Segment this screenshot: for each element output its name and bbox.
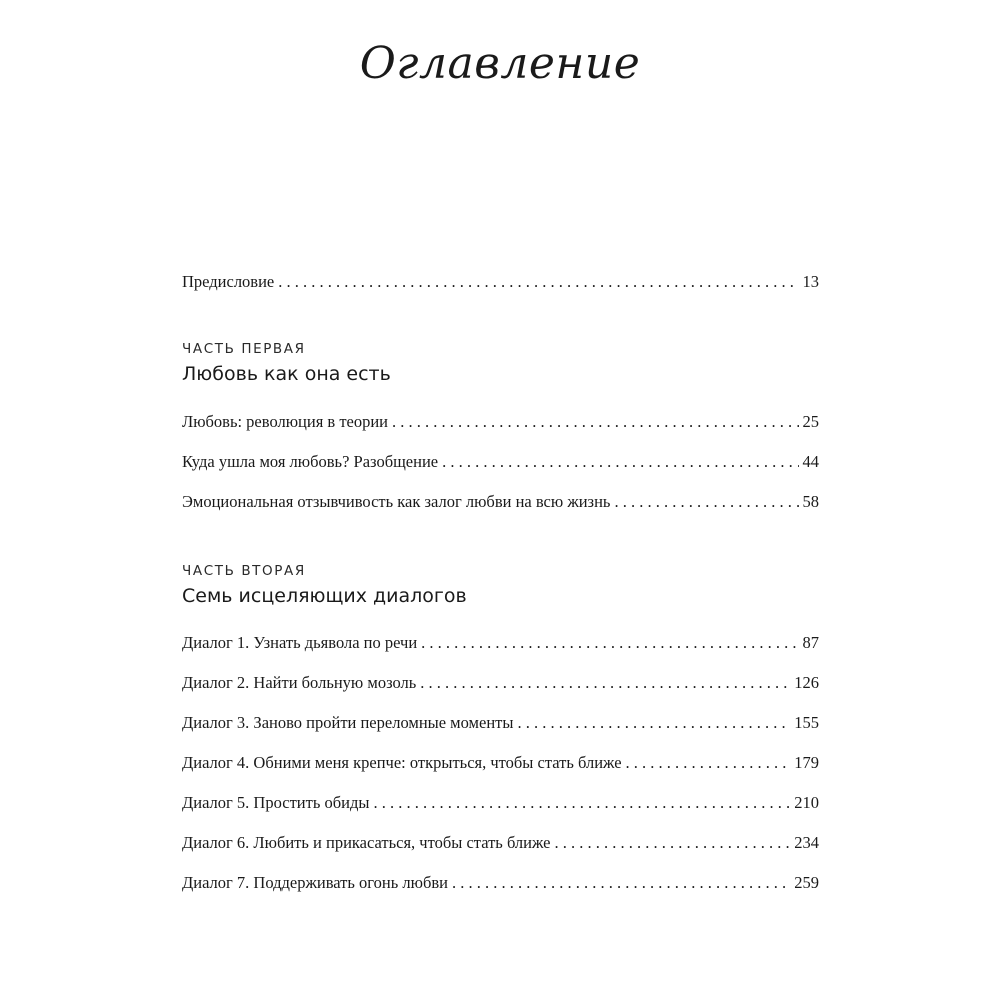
toc-entry-preface[interactable] [182,272,819,312]
dot-leader [517,713,790,733]
toc-entry[interactable] [182,633,819,673]
toc-entry-label: Куда ушла моя любовь? Разобщение [182,452,439,471]
toc-entry-page: 126 [794,673,819,692]
toc-entry-label: Диалог 5. Простить обиды [182,793,370,812]
toc-entry-label: Диалог 3. Заново пройти переломные моменты [182,713,514,732]
dot-leader [452,873,790,893]
part-two-title: Семь исцеляющих диалогов [182,585,467,607]
toc-entry-page: 25 [802,412,819,431]
dot-leader [626,753,791,773]
page-title: Оглавление [359,38,641,89]
dot-leader [373,793,790,813]
toc-entry[interactable] [182,713,819,753]
toc-entry-label: Диалог 4. Обними меня крепче: открыться, чтобы стать ближе [182,753,622,772]
dot-leader [555,833,791,853]
toc-entry-page: 179 [794,753,819,772]
toc-entry-page: 58 [802,492,819,511]
dot-leader [614,492,798,512]
toc-entry-page: 210 [794,793,819,812]
toc-entry-label: Диалог 7. Поддерживать огонь любви [182,873,448,892]
toc-entry-page: 13 [802,272,819,291]
dot-leader [421,633,798,653]
dot-leader [420,673,790,693]
toc-part-one-entries [182,412,819,532]
toc-preface [182,272,819,312]
toc-entry[interactable] [182,492,819,532]
dot-leader [392,412,798,432]
toc-entry[interactable] [182,673,819,713]
toc-entry-page: 87 [802,633,819,652]
toc-entry-label: Предисловие [182,272,275,291]
part-two-label: ЧАСТЬ ВТОРАЯ [182,563,306,579]
toc-entry[interactable] [182,412,819,452]
toc-part-one [182,341,819,393]
toc-entry[interactable] [182,753,819,793]
toc-part-two [182,563,819,615]
part-one-label: ЧАСТЬ ПЕРВАЯ [182,341,306,357]
dot-leader [278,272,798,292]
toc-entry[interactable] [182,793,819,833]
part-one-title: Любовь как она есть [182,363,391,385]
toc-part-two-entries [182,633,819,913]
toc-entry-label: Любовь: революция в теории [182,412,389,431]
toc-entry-page: 259 [794,873,819,892]
toc-entry-page: 44 [802,452,819,471]
toc-entry-page: 155 [794,713,819,732]
toc-entry-label: Диалог 6. Любить и прикасаться, чтобы стать ближе [182,833,551,852]
toc-entry-label: Диалог 1. Узнать дьявола по речи [182,633,418,652]
toc-entry-page: 234 [794,833,819,852]
dot-leader [442,452,798,472]
toc-entry[interactable] [182,452,819,492]
toc-entry[interactable] [182,833,819,873]
toc-entry[interactable] [182,873,819,913]
toc-entry-label: Эмоциональная отзывчивость как залог любви на всю жизнь [182,492,611,511]
toc-entry-label: Диалог 2. Найти больную мозоль [182,673,417,692]
